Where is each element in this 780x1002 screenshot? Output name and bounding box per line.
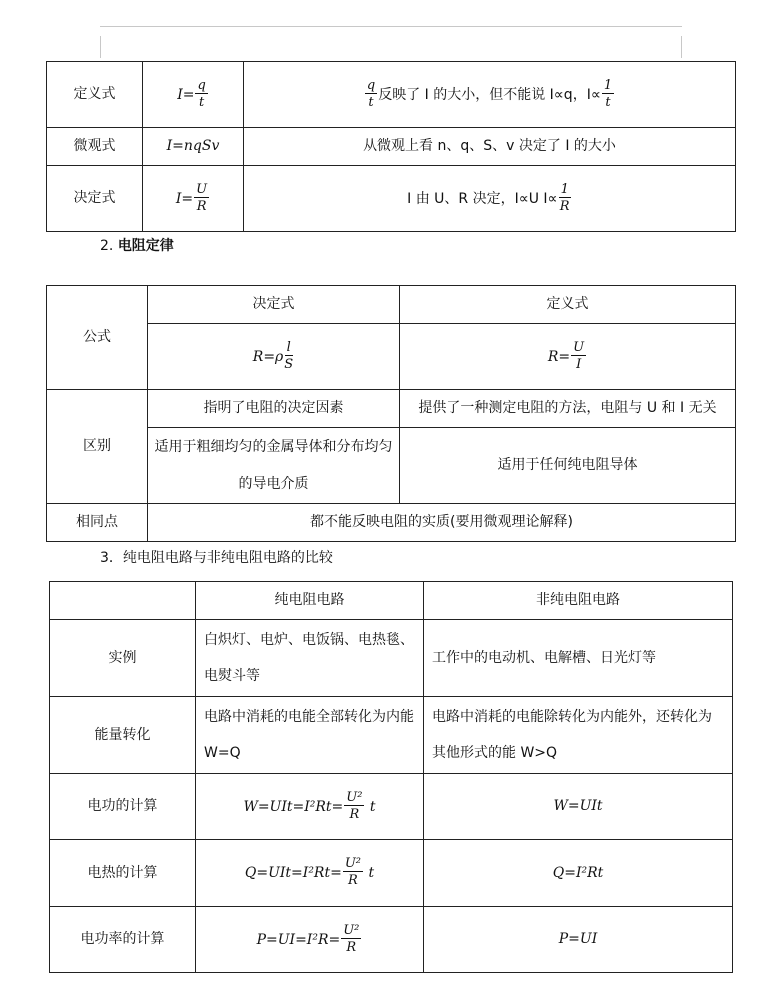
table-cell: 白炽灯、电炉、电饭锅、电热毯、电熨斗等 — [196, 620, 424, 697]
table-row — [47, 128, 736, 166]
numerator: U² — [346, 789, 363, 805]
table-row — [47, 324, 736, 390]
row-label: 实例 — [50, 620, 196, 697]
numerator: q — [366, 77, 376, 93]
fraction — [602, 79, 614, 111]
row-label: 电热的计算 — [50, 840, 196, 907]
section-number: 2. — [100, 238, 114, 254]
table-row — [50, 697, 733, 774]
row-label: 电功率的计算 — [50, 907, 196, 973]
numerator: 1 — [603, 77, 613, 93]
row-label: 微观式 — [47, 128, 143, 166]
page-header-right-tick — [681, 36, 682, 58]
denominator: S — [284, 356, 294, 372]
table-row — [47, 166, 736, 232]
table-cell: 电路中消耗的电能全部转化为内能 W=Q — [196, 697, 424, 774]
row-label: 电功的计算 — [50, 774, 196, 840]
table-row — [50, 620, 733, 697]
formula-lhs: Q=UIt=I²Rt= — [244, 864, 342, 881]
table-cell: 工作中的电动机、电解槽、日光灯等 — [424, 620, 733, 697]
formula-lhs: R= — [547, 348, 571, 365]
formula-cell: P=UI — [424, 907, 733, 973]
formula-lhs: R=ρ — [252, 348, 284, 365]
formula-lhs: P=UI=I²R= — [256, 931, 341, 948]
formula-lhs: I= — [175, 190, 194, 207]
denominator: R — [346, 939, 357, 955]
page-header-left-tick — [100, 36, 101, 58]
description-cell: 从微观上看 n、q、S、v 决定了 I 的大小 — [244, 128, 736, 166]
fraction — [195, 79, 207, 111]
table-cell — [50, 582, 196, 620]
current-formula-table — [46, 61, 736, 232]
formula-cell — [196, 840, 424, 907]
section-3-heading: 3．纯电阻电路与非纯电阻电路的比较 — [100, 550, 333, 566]
formula-cell — [143, 166, 244, 232]
formula-rhs: t — [368, 864, 375, 881]
column-header: 纯电阻电路 — [196, 582, 424, 620]
formula-cell — [400, 324, 736, 390]
row-label: 区别 — [47, 390, 148, 504]
description-cell — [244, 62, 736, 128]
fraction — [344, 791, 364, 823]
denominator: I — [576, 356, 582, 372]
fraction — [341, 924, 361, 956]
column-header: 定义式 — [400, 286, 736, 324]
description-cell — [244, 166, 736, 232]
table-row — [47, 62, 736, 128]
table-cell: 适用于粗细均匀的金属导体和分布均匀的导电介质 — [148, 428, 400, 504]
row-label: 公式 — [47, 286, 148, 390]
fraction — [559, 183, 571, 215]
formula-cell — [196, 907, 424, 973]
column-header: 非纯电阻电路 — [424, 582, 733, 620]
description-text: 反映了 I 的大小，但不能说 I∝q，I∝ — [378, 86, 601, 103]
circuit-comparison-table — [49, 581, 733, 973]
table-row — [50, 774, 733, 840]
resistance-law-table — [46, 285, 736, 542]
section-title: 电阻定律 — [117, 238, 174, 254]
denominator: R — [349, 806, 360, 822]
formula-cell — [143, 62, 244, 128]
description-text: I 由 U、R 决定，I∝U I∝ — [407, 190, 558, 207]
table-row — [47, 504, 736, 542]
table-cell: 提供了一种测定电阻的方法，电阻与 U 和 I 无关 — [400, 390, 736, 428]
table-row — [47, 390, 736, 428]
fraction — [284, 341, 293, 373]
formula-cell: I=nqSv — [143, 128, 244, 166]
denominator: R — [348, 873, 358, 889]
denominator: R — [559, 198, 570, 214]
numerator: l — [286, 339, 291, 355]
row-label: 定义式 — [47, 62, 143, 128]
fraction — [343, 857, 363, 889]
numerator: U — [196, 181, 208, 197]
row-label: 决定式 — [47, 166, 143, 232]
row-label: 能量转化 — [50, 697, 196, 774]
numerator: U² — [343, 922, 360, 938]
formula-cell — [148, 324, 400, 390]
table-cell: 都不能反映电阻的实质(要用微观理论解释) — [148, 504, 736, 542]
numerator: U² — [344, 856, 361, 872]
denominator: t — [368, 94, 374, 110]
table-cell: 适用于任何纯电阻导体 — [400, 428, 736, 504]
numerator: U — [573, 339, 585, 355]
formula-lhs: W=UIt=I²Rt= — [243, 798, 344, 815]
table-cell: 指明了电阻的决定因素 — [148, 390, 400, 428]
page-header-line — [100, 26, 682, 27]
column-header: 决定式 — [148, 286, 400, 324]
table-cell: 电路中消耗的电能除转化为内能外，还转化为其他形式的能 W>Q — [424, 697, 733, 774]
table-row — [47, 428, 736, 504]
fraction — [571, 341, 586, 373]
formula-cell — [196, 774, 424, 840]
fraction — [365, 79, 377, 111]
table-row — [50, 907, 733, 973]
numerator: q — [197, 77, 206, 93]
table-row — [50, 840, 733, 907]
denominator: t — [199, 94, 205, 110]
table-row — [47, 286, 736, 324]
row-label: 相同点 — [47, 504, 148, 542]
section-2-heading — [100, 235, 174, 255]
denominator: t — [605, 94, 611, 110]
fraction — [194, 183, 209, 215]
formula-lhs: I= — [177, 86, 195, 103]
numerator: 1 — [560, 181, 569, 197]
formula-cell: W=UIt — [424, 774, 733, 840]
formula-rhs: t — [369, 798, 376, 815]
formula-cell: Q=I²Rt — [424, 840, 733, 907]
table-row — [50, 582, 733, 620]
denominator: R — [196, 198, 207, 214]
